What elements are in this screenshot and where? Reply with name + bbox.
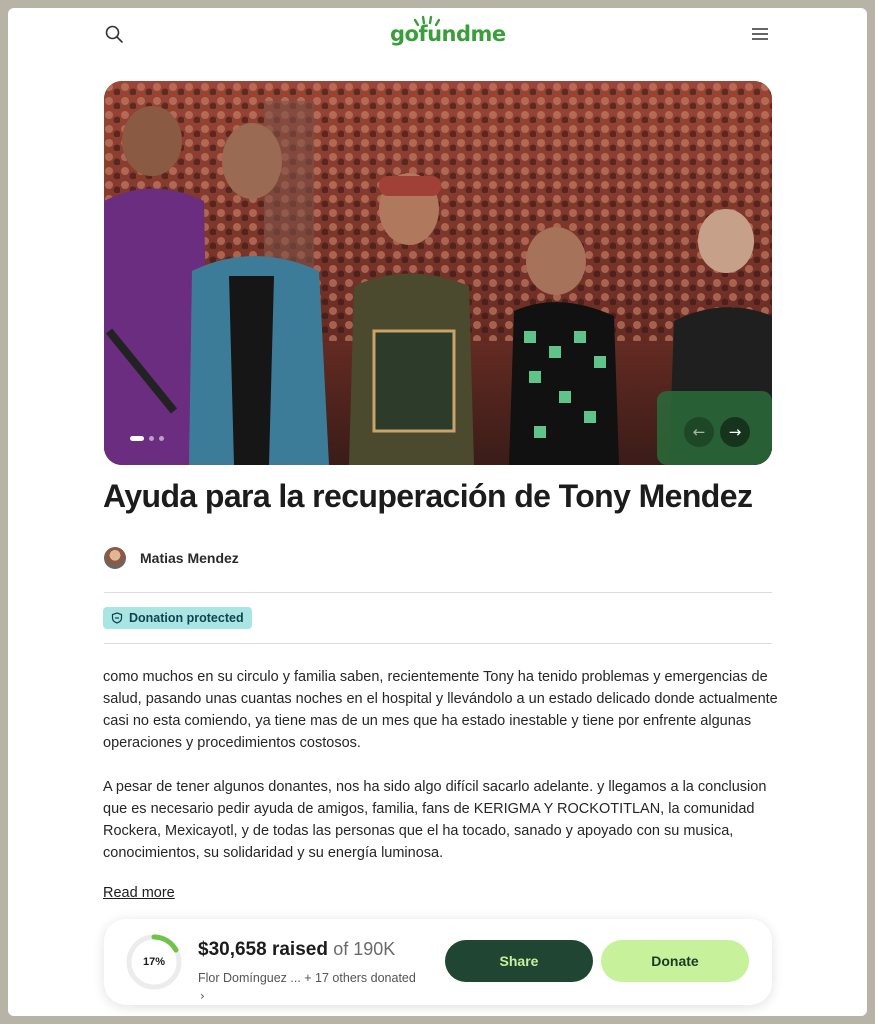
campaign-story <box>103 666 778 886</box>
divider <box>104 592 772 593</box>
arrow-right-icon[interactable]: → <box>720 417 750 447</box>
campaign-hero-image[interactable] <box>104 81 772 465</box>
chevron-right-icon[interactable]: › <box>200 989 205 1003</box>
carousel-dot-2[interactable] <box>149 436 154 441</box>
story-paragraph: como muchos en su circulo y familia saben, recientemente Tony ha tenido problemas y emergencias de salud, pasando unas cuantas noches en el hospital y llevándolo a un estado delicado donde actualmente casi no esta comiendo, ya tiene mas de un mes que ha estado inestable y tiene por enfrente algunas operaciones y procedimientos costosos. <box>103 669 778 751</box>
arrow-left-icon[interactable]: ← <box>684 417 714 447</box>
hamburger-menu-icon[interactable] <box>747 21 773 47</box>
carousel-dot-3[interactable] <box>159 436 164 441</box>
organizer[interactable] <box>104 547 239 569</box>
search-icon[interactable] <box>101 21 127 47</box>
donate-button[interactable]: Donate <box>601 940 749 982</box>
campaign-title: Ayuda para la recuperación de Tony Mendez <box>103 478 753 514</box>
donation-summary-bar <box>104 919 772 1005</box>
donation-protected-badge[interactable] <box>103 607 252 629</box>
goal-amount: of 190K <box>333 939 396 959</box>
divider <box>104 643 772 644</box>
story-paragraph: A pesar de tener algunos donantes, nos ha sido algo difícil sacarlo adelante. y llegamos a la conclusion que es necesario pedir ayuda de amigos, familia, fans de KERIGMA Y ROCKOTITLAN, la comunidad Rockera, Mexicayotl, y de todas las personas que el ha tocado, sanado y apoyado con su musica, conocimientos, su solidaridad y su energía luminosa. <box>103 779 767 861</box>
badge-label: Donation protected <box>129 611 244 625</box>
progress-percent: 17% <box>142 956 166 968</box>
read-more-link[interactable]: Read more <box>103 885 175 901</box>
amount-raised <box>198 939 395 961</box>
avatar[interactable] <box>104 547 126 569</box>
carousel-indicators <box>130 436 164 441</box>
band-photo <box>104 81 772 465</box>
raised-amount: $30,658 raised <box>198 939 328 960</box>
share-button[interactable]: Share <box>445 940 593 982</box>
shield-icon <box>111 612 123 624</box>
gofundme-logo[interactable]: gofundme <box>390 22 506 46</box>
top-navigation-bar <box>8 8 867 60</box>
carousel-dot-1[interactable] <box>130 436 144 441</box>
recent-donors[interactable]: Flor Domínguez ... + 17 others donated <box>198 971 416 985</box>
organizer-name[interactable]: Matias Mendez <box>140 550 239 566</box>
browser-window <box>8 8 867 1016</box>
